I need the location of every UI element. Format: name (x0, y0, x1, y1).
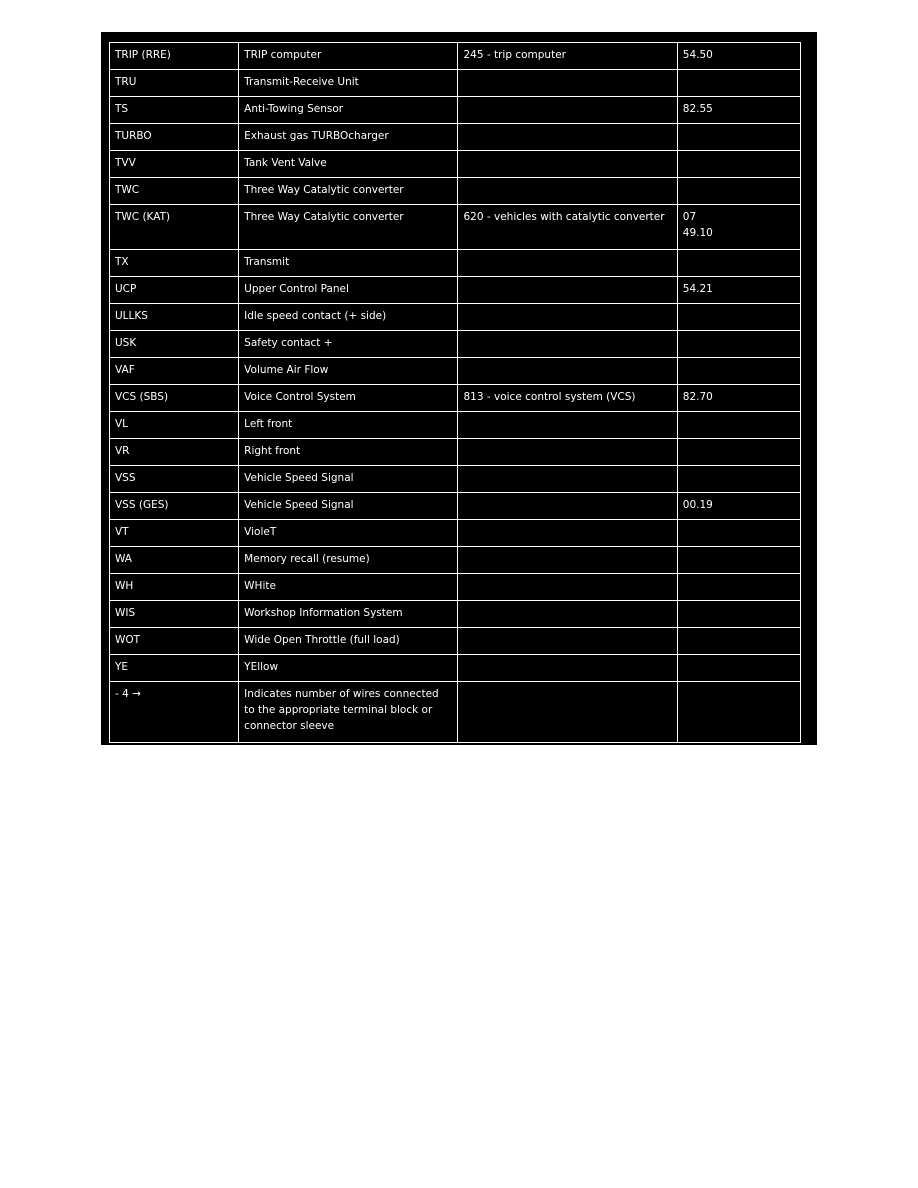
reference-line: 07 (682, 211, 697, 223)
meaning-cell: Left front (239, 412, 458, 439)
meaning-cell: WHite (239, 574, 458, 601)
abbreviation-cell: TRU (110, 70, 239, 97)
system-cell (458, 574, 677, 601)
system-cell (458, 628, 677, 655)
reference-cell (677, 250, 800, 277)
reference-cell (677, 151, 800, 178)
meaning-cell: Volume Air Flow (239, 358, 458, 385)
meaning-cell: Three Way Catalytic converter (239, 178, 458, 205)
system-cell (458, 601, 677, 628)
system-cell (458, 277, 677, 304)
system-cell (458, 358, 677, 385)
abbreviation-cell: TURBO (110, 124, 239, 151)
meaning-cell: Three Way Catalytic converter (239, 205, 458, 250)
meaning-cell: Wide Open Throttle (full load) (239, 628, 458, 655)
table-row (110, 277, 801, 304)
table-row (110, 412, 801, 439)
system-cell (458, 547, 677, 574)
meaning-cell: Voice Control System (239, 385, 458, 412)
reference-cell (677, 412, 800, 439)
meaning-cell: Memory recall (resume) (239, 547, 458, 574)
system-cell (458, 97, 677, 124)
abbreviation-cell: WH (110, 574, 239, 601)
abbreviation-cell: USK (110, 331, 239, 358)
meaning-cell: Exhaust gas TURBOcharger (239, 124, 458, 151)
abbreviation-cell: TWC (110, 178, 239, 205)
system-cell: 245 - trip computer (458, 43, 677, 70)
abbreviation-cell: VT (110, 520, 239, 547)
reference-cell (677, 547, 800, 574)
system-cell (458, 520, 677, 547)
system-cell (458, 331, 677, 358)
system-cell (458, 655, 677, 682)
abbreviation-cell: VR (110, 439, 239, 466)
table-row (110, 97, 801, 124)
abbreviation-cell: - 4 → (110, 682, 239, 743)
table-row (110, 385, 801, 412)
abbreviation-cell: TVV (110, 151, 239, 178)
meaning-cell: Transmit-Receive Unit (239, 70, 458, 97)
table-row (110, 520, 801, 547)
system-cell: 620 - vehicles with catalytic converter (458, 205, 677, 250)
system-cell (458, 412, 677, 439)
system-cell (458, 304, 677, 331)
system-cell (458, 466, 677, 493)
system-cell (458, 124, 677, 151)
system-cell (458, 439, 677, 466)
table-row (110, 178, 801, 205)
meaning-cell: Transmit (239, 250, 458, 277)
reference-cell (677, 439, 800, 466)
reference-cell (677, 628, 800, 655)
system-cell (458, 151, 677, 178)
table-row (110, 358, 801, 385)
meaning-cell: Upper Control Panel (239, 277, 458, 304)
system-cell (458, 178, 677, 205)
reference-cell: 82.70 (677, 385, 800, 412)
meaning-cell: Tank Vent Valve (239, 151, 458, 178)
table-row (110, 124, 801, 151)
system-cell (458, 682, 677, 743)
abbreviation-cell: WIS (110, 601, 239, 628)
abbreviation-cell: TX (110, 250, 239, 277)
reference-line: 49.10 (682, 227, 713, 239)
reference-cell (677, 358, 800, 385)
table-row (110, 304, 801, 331)
table-row (110, 466, 801, 493)
abbreviation-cell: WOT (110, 628, 239, 655)
meaning-cell: Idle speed contact (+ side) (239, 304, 458, 331)
meaning-cell: Right front (239, 439, 458, 466)
table-row (110, 205, 801, 250)
reference-cell: 54.21 (677, 277, 800, 304)
meaning-cell: Safety contact + (239, 331, 458, 358)
meaning-cell: Indicates number of wires connected to the appropriate terminal block or connector sleeve (239, 682, 458, 743)
table-row (110, 601, 801, 628)
system-cell (458, 250, 677, 277)
system-cell (458, 493, 677, 520)
reference-cell (677, 574, 800, 601)
reference-cell (677, 655, 800, 682)
abbreviation-cell: VL (110, 412, 239, 439)
meaning-cell: TRIP computer (239, 43, 458, 70)
abbreviation-cell: YE (110, 655, 239, 682)
system-cell (458, 70, 677, 97)
reference-cell (677, 601, 800, 628)
scanned-table-panel (101, 32, 817, 745)
abbreviation-cell: UCP (110, 277, 239, 304)
reference-cell (677, 70, 800, 97)
table-row (110, 547, 801, 574)
abbreviations-table (109, 42, 801, 743)
table-row (110, 439, 801, 466)
reference-cell (677, 331, 800, 358)
table-row (110, 331, 801, 358)
table-row (110, 655, 801, 682)
abbreviation-cell: VSS (110, 466, 239, 493)
table-row (110, 151, 801, 178)
abbreviation-cell: WA (110, 547, 239, 574)
reference-cell: 54.50 (677, 43, 800, 70)
reference-cell (677, 178, 800, 205)
table-row (110, 43, 801, 70)
reference-cell (677, 520, 800, 547)
abbreviation-cell: TWC (KAT) (110, 205, 239, 250)
reference-cell (677, 304, 800, 331)
abbreviation-cell: VAF (110, 358, 239, 385)
table-row (110, 628, 801, 655)
reference-cell: 00.19 (677, 493, 800, 520)
abbreviation-cell: VSS (GES) (110, 493, 239, 520)
meaning-cell: Anti-Towing Sensor (239, 97, 458, 124)
meaning-cell: VioleT (239, 520, 458, 547)
table-row (110, 493, 801, 520)
reference-cell (677, 124, 800, 151)
abbreviation-cell: VCS (SBS) (110, 385, 239, 412)
reference-cell (677, 466, 800, 493)
abbreviation-cell: ULLKS (110, 304, 239, 331)
table-row (110, 682, 801, 743)
meaning-cell: YEllow (239, 655, 458, 682)
reference-cell (677, 682, 800, 743)
abbreviation-cell: TS (110, 97, 239, 124)
meaning-cell: Vehicle Speed Signal (239, 493, 458, 520)
reference-cell (677, 205, 800, 250)
table-row (110, 70, 801, 97)
abbreviation-cell: TRIP (RRE) (110, 43, 239, 70)
table-row (110, 574, 801, 601)
meaning-cell: Workshop Information System (239, 601, 458, 628)
reference-cell: 82.55 (677, 97, 800, 124)
meaning-cell: Vehicle Speed Signal (239, 466, 458, 493)
table-row (110, 250, 801, 277)
system-cell: 813 - voice control system (VCS) (458, 385, 677, 412)
